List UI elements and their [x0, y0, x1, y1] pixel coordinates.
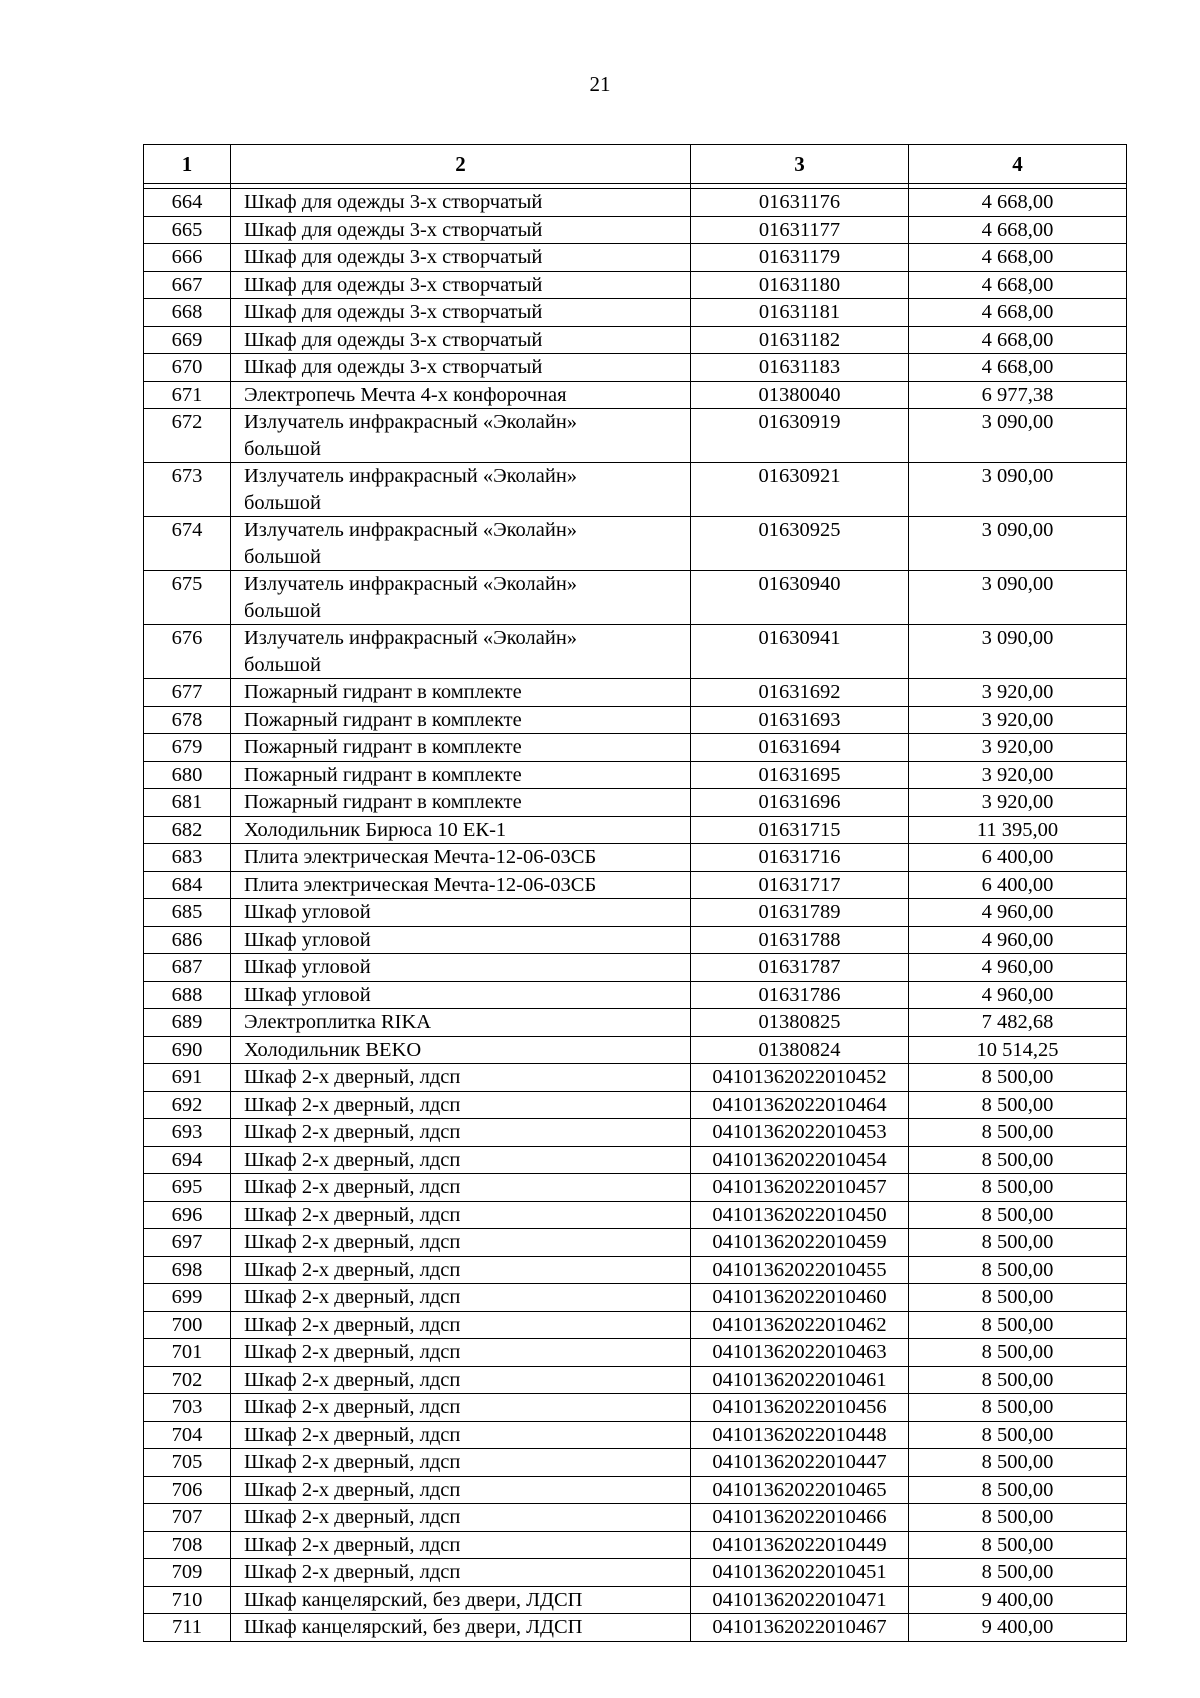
row-number-cell: 703	[144, 1394, 231, 1422]
inventory-code-cell: 01631787	[691, 954, 909, 982]
inventory-code-cell: 01631786	[691, 981, 909, 1009]
table-row	[144, 1174, 1127, 1202]
table-row	[144, 571, 1127, 625]
table-row	[144, 1339, 1127, 1367]
inventory-code-cell: 04101362022010464	[691, 1091, 909, 1119]
value-cell: 3 920,00	[909, 734, 1127, 762]
item-name-cell: Излучатель инфракрасный «Эколайн» большой	[231, 517, 691, 571]
item-name-cell: Шкаф 2-х дверный, лдсп	[231, 1256, 691, 1284]
inventory-code-cell: 04101362022010459	[691, 1229, 909, 1257]
table-row	[144, 381, 1127, 409]
item-name-cell: Излучатель инфракрасный «Эколайн» большой	[231, 409, 691, 463]
inventory-code-cell: 04101362022010460	[691, 1284, 909, 1312]
row-number-cell: 688	[144, 981, 231, 1009]
value-cell: 3 920,00	[909, 679, 1127, 707]
item-name-cell: Шкаф для одежды 3-х створчатый	[231, 244, 691, 272]
table-row	[144, 1146, 1127, 1174]
item-name-cell: Шкаф 2-х дверный, лдсп	[231, 1229, 691, 1257]
inventory-code-cell: 04101362022010467	[691, 1614, 909, 1642]
item-name-cell: Пожарный гидрант в комплекте	[231, 789, 691, 817]
header-row	[144, 145, 1127, 184]
row-number-cell: 674	[144, 517, 231, 571]
inventory-code-cell: 01631181	[691, 299, 909, 327]
table-row	[144, 1449, 1127, 1477]
table-row	[144, 216, 1127, 244]
table-row	[144, 1394, 1127, 1422]
value-cell: 3 090,00	[909, 571, 1127, 625]
table-row	[144, 271, 1127, 299]
inventory-code-cell: 04101362022010456	[691, 1394, 909, 1422]
item-name-cell: Шкаф 2-х дверный, лдсп	[231, 1531, 691, 1559]
row-number-cell: 706	[144, 1476, 231, 1504]
inventory-code-cell: 01380825	[691, 1009, 909, 1037]
inventory-code-cell: 01631692	[691, 679, 909, 707]
table-row	[144, 981, 1127, 1009]
row-number-cell: 699	[144, 1284, 231, 1312]
value-cell: 8 500,00	[909, 1559, 1127, 1587]
value-cell: 3 090,00	[909, 409, 1127, 463]
table-row	[144, 816, 1127, 844]
row-number-cell: 702	[144, 1366, 231, 1394]
row-number-cell: 711	[144, 1614, 231, 1642]
row-number-cell: 677	[144, 679, 231, 707]
inventory-code-cell: 04101362022010448	[691, 1421, 909, 1449]
item-name-cell: Шкаф угловой	[231, 954, 691, 982]
value-cell: 4 668,00	[909, 216, 1127, 244]
inventory-code-cell: 04101362022010447	[691, 1449, 909, 1477]
table-row	[144, 679, 1127, 707]
inventory-code-cell: 01380040	[691, 381, 909, 409]
inventory-code-cell: 01631180	[691, 271, 909, 299]
row-number-cell: 710	[144, 1586, 231, 1614]
inventory-code-cell: 04101362022010465	[691, 1476, 909, 1504]
value-cell: 4 668,00	[909, 244, 1127, 272]
table-row	[144, 463, 1127, 517]
inventory-code-cell: 01631182	[691, 326, 909, 354]
table-row	[144, 244, 1127, 272]
item-name-cell: Плита электрическая Мечта-12-06-03СБ	[231, 871, 691, 899]
item-name-cell: Пожарный гидрант в комплекте	[231, 734, 691, 762]
item-name-cell: Излучатель инфракрасный «Эколайн» большой	[231, 571, 691, 625]
value-cell: 8 500,00	[909, 1146, 1127, 1174]
row-number-cell: 690	[144, 1036, 231, 1064]
row-number-cell: 694	[144, 1146, 231, 1174]
item-name-cell: Шкаф 2-х дверный, лдсп	[231, 1064, 691, 1092]
table-row	[144, 354, 1127, 382]
item-name-cell: Шкаф для одежды 3-х створчатый	[231, 189, 691, 217]
table-row	[144, 189, 1127, 217]
table-row	[144, 1284, 1127, 1312]
inventory-code-cell: 01631695	[691, 761, 909, 789]
item-name-cell: Шкаф для одежды 3-х створчатый	[231, 216, 691, 244]
row-number-cell: 686	[144, 926, 231, 954]
row-number-cell: 675	[144, 571, 231, 625]
row-number-cell: 668	[144, 299, 231, 327]
value-cell: 11 395,00	[909, 816, 1127, 844]
value-cell: 4 668,00	[909, 326, 1127, 354]
inventory-code-cell: 01630941	[691, 625, 909, 679]
row-number-cell: 670	[144, 354, 231, 382]
value-cell: 8 500,00	[909, 1339, 1127, 1367]
inventory-code-cell: 01630921	[691, 463, 909, 517]
value-cell: 6 400,00	[909, 844, 1127, 872]
value-cell: 8 500,00	[909, 1174, 1127, 1202]
item-name-cell: Шкаф 2-х дверный, лдсп	[231, 1366, 691, 1394]
item-name-cell: Электропечь Мечта 4-х конфорочная	[231, 381, 691, 409]
row-number-cell: 673	[144, 463, 231, 517]
row-number-cell: 680	[144, 761, 231, 789]
row-number-cell: 695	[144, 1174, 231, 1202]
row-number-cell: 700	[144, 1311, 231, 1339]
inventory-code-cell: 01630925	[691, 517, 909, 571]
table-row	[144, 926, 1127, 954]
table-row	[144, 706, 1127, 734]
table-row	[144, 1229, 1127, 1257]
inventory-code-cell: 01631717	[691, 871, 909, 899]
row-number-cell: 671	[144, 381, 231, 409]
row-number-cell: 693	[144, 1119, 231, 1147]
table-row	[144, 517, 1127, 571]
table-row	[144, 844, 1127, 872]
inventory-code-cell: 01380824	[691, 1036, 909, 1064]
value-cell: 8 500,00	[909, 1449, 1127, 1477]
inventory-code-cell: 01631693	[691, 706, 909, 734]
table-row	[144, 1091, 1127, 1119]
value-cell: 8 500,00	[909, 1064, 1127, 1092]
row-number-cell: 684	[144, 871, 231, 899]
item-name-cell: Шкаф угловой	[231, 981, 691, 1009]
item-name-cell: Излучатель инфракрасный «Эколайн» большой	[231, 625, 691, 679]
item-name-cell: Шкаф 2-х дверный, лдсп	[231, 1174, 691, 1202]
row-number-cell: 665	[144, 216, 231, 244]
header-cell-3: 3	[691, 145, 909, 184]
value-cell: 8 500,00	[909, 1476, 1127, 1504]
value-cell: 8 500,00	[909, 1119, 1127, 1147]
inventory-code-cell: 04101362022010466	[691, 1504, 909, 1532]
table-row	[144, 1311, 1127, 1339]
item-name-cell: Шкаф 2-х дверный, лдсп	[231, 1091, 691, 1119]
table-row	[144, 409, 1127, 463]
table-row	[144, 761, 1127, 789]
value-cell: 4 668,00	[909, 271, 1127, 299]
value-cell: 4 668,00	[909, 354, 1127, 382]
value-cell: 8 500,00	[909, 1201, 1127, 1229]
item-name-cell: Электроплитка RIKA	[231, 1009, 691, 1037]
item-name-cell: Шкаф 2-х дверный, лдсп	[231, 1559, 691, 1587]
value-cell: 3 090,00	[909, 625, 1127, 679]
table-row	[144, 734, 1127, 762]
table-row	[144, 1036, 1127, 1064]
value-cell: 8 500,00	[909, 1394, 1127, 1422]
row-number-cell: 683	[144, 844, 231, 872]
item-name-cell: Шкаф канцелярский, без двери, ЛДСП	[231, 1586, 691, 1614]
table-header	[144, 145, 1127, 189]
inventory-code-cell: 01631696	[691, 789, 909, 817]
inventory-code-cell: 01631179	[691, 244, 909, 272]
header-cell-4: 4	[909, 145, 1127, 184]
table-row	[144, 954, 1127, 982]
item-name-cell: Шкаф угловой	[231, 899, 691, 927]
item-name-cell: Шкаф для одежды 3-х створчатый	[231, 354, 691, 382]
row-number-cell: 691	[144, 1064, 231, 1092]
row-number-cell: 708	[144, 1531, 231, 1559]
inventory-code-cell: 04101362022010451	[691, 1559, 909, 1587]
inventory-code-cell: 01631176	[691, 189, 909, 217]
table-row	[144, 1256, 1127, 1284]
value-cell: 3 920,00	[909, 789, 1127, 817]
item-name-cell: Шкаф 2-х дверный, лдсп	[231, 1311, 691, 1339]
row-number-cell: 705	[144, 1449, 231, 1477]
value-cell: 8 500,00	[909, 1421, 1127, 1449]
row-number-cell: 707	[144, 1504, 231, 1532]
inventory-code-cell: 04101362022010453	[691, 1119, 909, 1147]
item-name-cell: Шкаф 2-х дверный, лдсп	[231, 1504, 691, 1532]
row-number-cell: 709	[144, 1559, 231, 1587]
row-number-cell: 672	[144, 409, 231, 463]
inventory-code-cell: 04101362022010455	[691, 1256, 909, 1284]
item-name-cell: Пожарный гидрант в комплекте	[231, 679, 691, 707]
item-name-cell: Шкаф для одежды 3-х створчатый	[231, 271, 691, 299]
value-cell: 8 500,00	[909, 1504, 1127, 1532]
row-number-cell: 669	[144, 326, 231, 354]
row-number-cell: 696	[144, 1201, 231, 1229]
item-name-cell: Шкаф 2-х дверный, лдсп	[231, 1339, 691, 1367]
row-number-cell: 664	[144, 189, 231, 217]
item-name-cell: Шкаф 2-х дверный, лдсп	[231, 1146, 691, 1174]
inventory-code-cell: 01630919	[691, 409, 909, 463]
value-cell: 4 960,00	[909, 926, 1127, 954]
row-number-cell: 678	[144, 706, 231, 734]
value-cell: 9 400,00	[909, 1586, 1127, 1614]
item-name-cell: Излучатель инфракрасный «Эколайн» большой	[231, 463, 691, 517]
row-number-cell: 682	[144, 816, 231, 844]
row-number-cell: 666	[144, 244, 231, 272]
item-name-cell: Шкаф 2-х дверный, лдсп	[231, 1394, 691, 1422]
table-row	[144, 871, 1127, 899]
inventory-code-cell: 04101362022010462	[691, 1311, 909, 1339]
value-cell: 8 500,00	[909, 1284, 1127, 1312]
row-number-cell: 692	[144, 1091, 231, 1119]
table-row	[144, 1531, 1127, 1559]
row-number-cell: 681	[144, 789, 231, 817]
table-row	[144, 1614, 1127, 1642]
row-number-cell: 676	[144, 625, 231, 679]
item-name-cell: Шкаф канцелярский, без двери, ЛДСП	[231, 1614, 691, 1642]
row-number-cell: 687	[144, 954, 231, 982]
value-cell: 3 090,00	[909, 517, 1127, 571]
value-cell: 3 920,00	[909, 706, 1127, 734]
inventory-code-cell: 04101362022010463	[691, 1339, 909, 1367]
inventory-table	[143, 144, 1127, 1642]
value-cell: 4 668,00	[909, 299, 1127, 327]
value-cell: 7 482,68	[909, 1009, 1127, 1037]
item-name-cell: Холодильник BEKO	[231, 1036, 691, 1064]
value-cell: 8 500,00	[909, 1366, 1127, 1394]
item-name-cell: Шкаф для одежды 3-х створчатый	[231, 299, 691, 327]
table-row	[144, 1504, 1127, 1532]
item-name-cell: Холодильник Бирюса 10 ЕК-1	[231, 816, 691, 844]
value-cell: 8 500,00	[909, 1256, 1127, 1284]
value-cell: 9 400,00	[909, 1614, 1127, 1642]
table-row	[144, 789, 1127, 817]
row-number-cell: 685	[144, 899, 231, 927]
table-row	[144, 899, 1127, 927]
inventory-code-cell: 01631715	[691, 816, 909, 844]
table-row	[144, 1201, 1127, 1229]
inventory-code-cell: 01631716	[691, 844, 909, 872]
header-cell-1: 1	[144, 145, 231, 184]
table-row	[144, 625, 1127, 679]
inventory-code-cell: 01631788	[691, 926, 909, 954]
row-number-cell: 701	[144, 1339, 231, 1367]
page-number: 21	[589, 72, 611, 96]
table-row	[144, 1559, 1127, 1587]
value-cell: 3 090,00	[909, 463, 1127, 517]
item-name-cell: Шкаф угловой	[231, 926, 691, 954]
table-row	[144, 1476, 1127, 1504]
inventory-code-cell: 04101362022010452	[691, 1064, 909, 1092]
table-row	[144, 1119, 1127, 1147]
item-name-cell: Шкаф 2-х дверный, лдсп	[231, 1449, 691, 1477]
table-row	[144, 1009, 1127, 1037]
value-cell: 8 500,00	[909, 1311, 1127, 1339]
row-number-cell: 704	[144, 1421, 231, 1449]
item-name-cell: Шкаф 2-х дверный, лдсп	[231, 1119, 691, 1147]
table-body	[144, 189, 1127, 1642]
table-row	[144, 1586, 1127, 1614]
item-name-cell: Пожарный гидрант в комплекте	[231, 706, 691, 734]
table-row	[144, 326, 1127, 354]
item-name-cell: Шкаф для одежды 3-х створчатый	[231, 326, 691, 354]
value-cell: 4 960,00	[909, 899, 1127, 927]
table-row	[144, 1064, 1127, 1092]
item-name-cell: Шкаф 2-х дверный, лдсп	[231, 1284, 691, 1312]
item-name-cell: Шкаф 2-х дверный, лдсп	[231, 1201, 691, 1229]
header-cell-2: 2	[231, 145, 691, 184]
inventory-code-cell: 01631177	[691, 216, 909, 244]
row-number-cell: 679	[144, 734, 231, 762]
inventory-code-cell: 01631183	[691, 354, 909, 382]
item-name-cell: Пожарный гидрант в комплекте	[231, 761, 691, 789]
value-cell: 6 400,00	[909, 871, 1127, 899]
value-cell: 6 977,38	[909, 381, 1127, 409]
row-number-cell: 667	[144, 271, 231, 299]
row-number-cell: 698	[144, 1256, 231, 1284]
item-name-cell: Плита электрическая Мечта-12-06-03СБ	[231, 844, 691, 872]
value-cell: 3 920,00	[909, 761, 1127, 789]
inventory-code-cell: 01631789	[691, 899, 909, 927]
value-cell: 8 500,00	[909, 1531, 1127, 1559]
value-cell: 4 668,00	[909, 189, 1127, 217]
inventory-code-cell: 04101362022010449	[691, 1531, 909, 1559]
inventory-code-cell: 01631694	[691, 734, 909, 762]
inventory-code-cell: 01630940	[691, 571, 909, 625]
table-row	[144, 1421, 1127, 1449]
inventory-code-cell: 04101362022010471	[691, 1586, 909, 1614]
inventory-code-cell: 04101362022010450	[691, 1201, 909, 1229]
table-row	[144, 1366, 1127, 1394]
value-cell: 10 514,25	[909, 1036, 1127, 1064]
row-number-cell: 697	[144, 1229, 231, 1257]
table-row	[144, 299, 1127, 327]
value-cell: 8 500,00	[909, 1091, 1127, 1119]
value-cell: 4 960,00	[909, 981, 1127, 1009]
value-cell: 8 500,00	[909, 1229, 1127, 1257]
inventory-code-cell: 04101362022010457	[691, 1174, 909, 1202]
inventory-code-cell: 04101362022010461	[691, 1366, 909, 1394]
row-number-cell: 689	[144, 1009, 231, 1037]
value-cell: 4 960,00	[909, 954, 1127, 982]
item-name-cell: Шкаф 2-х дверный, лдсп	[231, 1476, 691, 1504]
inventory-code-cell: 04101362022010454	[691, 1146, 909, 1174]
item-name-cell: Шкаф 2-х дверный, лдсп	[231, 1421, 691, 1449]
